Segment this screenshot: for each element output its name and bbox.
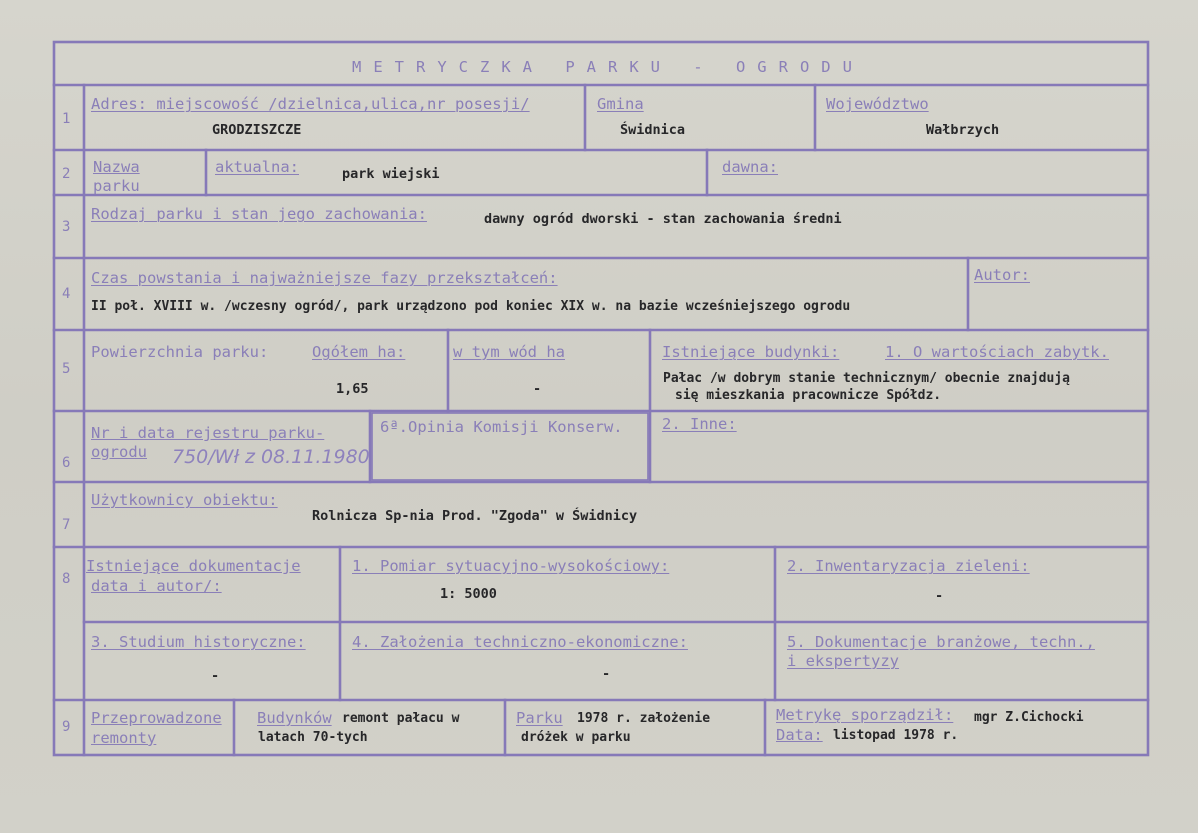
- current-name-label: aktualna:: [215, 158, 299, 176]
- author-label: Autor:: [974, 266, 1030, 284]
- opinion-label: 6ª.Opinia Komisji Konserw.: [380, 418, 623, 436]
- water-area-label: w tym wód ha: [453, 343, 565, 361]
- branch-docs-label: 5. Dokumentacje branżowe, techn.,: [787, 633, 1095, 651]
- row-number: 4: [62, 286, 71, 302]
- park-name-label: Nazwa: [93, 158, 140, 176]
- row-number: 6: [62, 455, 71, 471]
- row-number: 3: [62, 219, 71, 235]
- park-repair-value-cont: dróżek w parku: [521, 730, 631, 745]
- date-label: Data:: [776, 726, 823, 744]
- park-name-label-cont: parku: [93, 177, 140, 195]
- row-number: 2: [62, 166, 71, 182]
- buildings-label: Istniejące budynki:: [662, 343, 840, 361]
- gmina-value: Świdnica: [620, 122, 686, 138]
- park-repair-label: Parku: [516, 709, 563, 727]
- form-title: METRYCZKA PARKU - OGRODU: [352, 58, 864, 76]
- register-value: 750/Wł z 08.11.1980: [172, 446, 370, 468]
- register-label: Nr i data rejestru parku-: [91, 424, 325, 442]
- register-label-cont: ogrodu: [91, 443, 147, 461]
- row-number: 8: [62, 571, 71, 587]
- voivodeship-label: Województwo: [826, 95, 929, 113]
- repairs-label: Przeprowadzone: [91, 709, 222, 727]
- former-name-label: dawna:: [722, 158, 778, 176]
- park-repair-value: 1978 r. założenie: [577, 711, 711, 726]
- park-type-value: dawny ogród dworski - stan zachowania średni: [484, 211, 842, 227]
- address-label: Adres: miejscowość /dzielnica,ulica,nr posesji/: [91, 95, 530, 113]
- users-value: Rolnicza Sp-nia Prod. "Zgoda" w Świdnicy: [312, 508, 638, 524]
- survey-value: 1: 5000: [440, 586, 497, 602]
- buildings-repair-value: remont pałacu w: [342, 711, 460, 726]
- made-by-label: Metrykę sporządził:: [776, 706, 954, 724]
- greenery-value: -: [935, 588, 944, 604]
- buildings-repair-value-cont: latach 70-tych: [258, 730, 368, 745]
- date-value: listopad 1978 r.: [833, 728, 959, 743]
- history-study-value: -: [211, 668, 220, 684]
- gmina-label: Gmina: [597, 95, 644, 113]
- current-name-value: park wiejski: [342, 166, 440, 182]
- docs-label-cont: data i autor/:: [91, 577, 222, 595]
- voivodeship-value: Wałbrzych: [926, 122, 1000, 138]
- row-number: 5: [62, 361, 71, 377]
- docs-label: Istniejące dokumentacje: [86, 557, 301, 575]
- row-number: 9: [62, 719, 71, 735]
- other-label: 2. Inne:: [662, 415, 737, 433]
- buildings-repair-label: Budynków: [257, 709, 332, 727]
- buildings-value-cont: się mieszkania pracownicze Spółdz.: [675, 388, 942, 403]
- survey-label: 1. Pomiar sytuacyjno-wysokościowy:: [352, 557, 670, 575]
- made-by-value: mgr Z.Cichocki: [974, 710, 1084, 725]
- greenery-label: 2. Inwentaryzacja zieleni:: [787, 557, 1030, 575]
- monuments-label: 1. O wartościach zabytk.: [885, 343, 1109, 361]
- water-area-value: -: [533, 381, 542, 397]
- area-label: Powierzchnia parku:: [91, 343, 269, 361]
- users-label: Użytkownicy obiektu:: [91, 491, 278, 509]
- address-value: GRODZISZCZE: [212, 122, 302, 138]
- total-area-label: Ogółem ha:: [312, 343, 406, 361]
- tech-econ-label: 4. Założenia techniczno-ekonomiczne:: [352, 633, 688, 651]
- row-number: 1: [62, 111, 71, 127]
- row-number: 7: [62, 517, 71, 533]
- history-phases-label: Czas powstania i najważniejsze fazy przekształceń:: [91, 269, 558, 287]
- history-phases-value: II poł. XVIII w. /wczesny ogród/, park urządzono pod koniec XIX w. na bazie wcześniejszego ogrodu: [91, 299, 851, 314]
- tech-econ-value: -: [602, 666, 611, 682]
- total-area-value: 1,65: [336, 381, 369, 397]
- history-study-label: 3. Studium historyczne:: [91, 633, 306, 651]
- repairs-label-cont: remonty: [91, 729, 157, 747]
- park-type-label: Rodzaj parku i stan jego zachowania:: [91, 205, 427, 223]
- branch-docs-label-cont: i ekspertyzy: [787, 652, 899, 670]
- buildings-value: Pałac /w dobrym stanie technicznym/ obecnie znajdują: [663, 371, 1070, 386]
